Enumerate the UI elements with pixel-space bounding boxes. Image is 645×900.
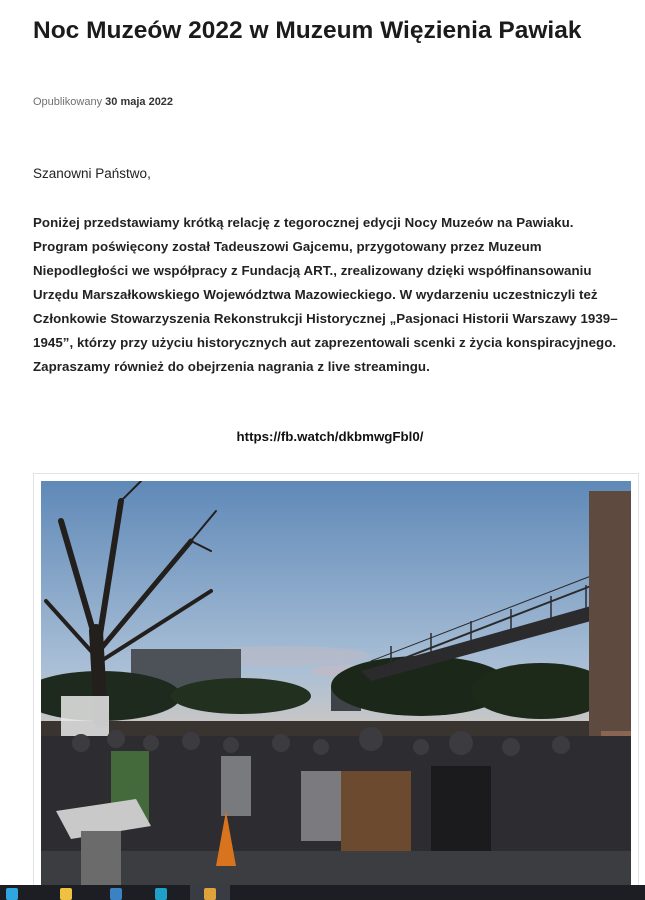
published-label: Opublikowany	[33, 96, 103, 108]
article-greeting: Szanowni Państwo,	[33, 166, 151, 181]
article-photo[interactable]	[41, 481, 631, 895]
article-title: Noc Muzeów 2022 w Muzeum Więzienia Pawiak	[33, 17, 582, 44]
article-meta	[33, 96, 173, 108]
article-photo-frame	[33, 473, 639, 895]
taskbar-active-app[interactable]	[190, 885, 230, 900]
folder-icon[interactable]	[60, 888, 72, 900]
edge-icon[interactable]	[155, 888, 167, 900]
store-icon[interactable]	[110, 888, 122, 900]
published-date: 30 maja 2022	[105, 96, 174, 108]
app-icon	[204, 888, 216, 900]
search-icon[interactable]	[6, 888, 18, 900]
article-body: Poniżej przedstawiamy krótką relację z tegorocznej edycji Nocy Muzeów na Pawiaku. Program poświęcony został Tadeuszowi Gajcemu, przygotowany przez Muzeum Niepodległości we współpracy z Fundacją ART., zrealizowany dzięki współfinansowaniu Urzędu Marszałkowskiego Województwa Mazowieckiego. W wydarzeniu uczestniczyli też Członkowie Stowarzyszenia Rekonstrukcji Historycznej „Pasjonaci Historii Warszawy 1939–1945”, którzy przy użyciu historycznych aut zaprezentowali scenki z życia konspiracyjnego. Zapraszamy również do obejrzenia nagrania z live streamingu.	[33, 215, 618, 374]
photo-crowd-courtyard-dusk-icon	[41, 481, 631, 895]
taskbar	[0, 885, 645, 900]
live-stream-link[interactable]: https://fb.watch/dkbmwgFbl0/	[236, 429, 424, 444]
